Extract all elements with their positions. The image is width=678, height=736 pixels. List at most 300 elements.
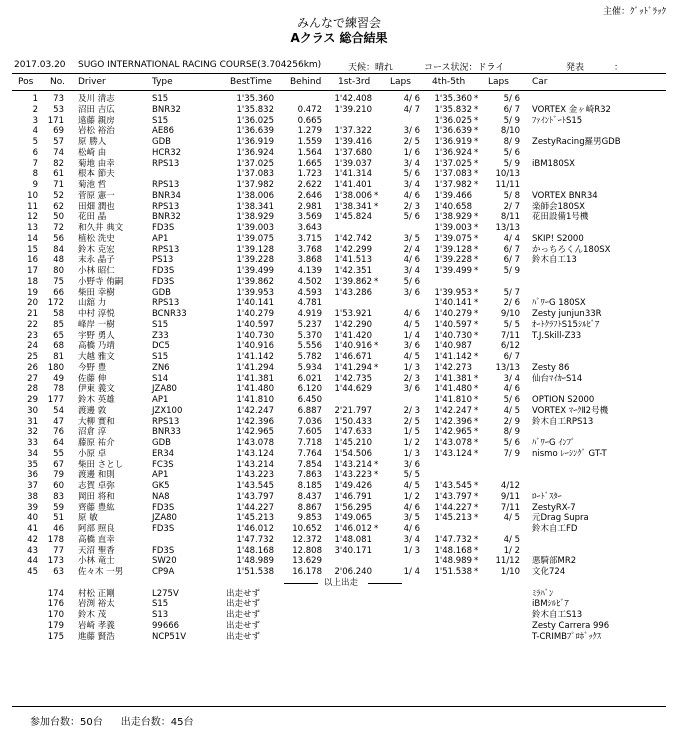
table-row (12, 341, 666, 352)
type-cell: BNR32 (152, 104, 181, 115)
best-time-cell: 1'36.919 (236, 137, 274, 147)
no-cell: 62 (53, 201, 64, 212)
best-time-cell: 1'41.810 (236, 395, 274, 405)
best-time-cell: 1'46.012 (236, 524, 274, 534)
best-time-cell: 1'41.480 (236, 384, 274, 395)
laps2-cell: 5/ 6 (503, 438, 520, 448)
car-cell: SKIP! S2000 (532, 233, 584, 244)
car-cell: VORTEX BNR34 (532, 190, 598, 201)
laps2-cell: 4/ 6 (503, 384, 520, 395)
laps2-cell: 7/11 (500, 502, 520, 513)
no-cell: 52 (53, 190, 64, 201)
dns-row (12, 621, 666, 632)
dns-row (12, 599, 666, 610)
driver-cell: 菅原 憲一 (78, 190, 115, 201)
fourth-fifth-cell: 1'39.499 (434, 266, 472, 276)
laps1-cell: 1/ 4 (403, 330, 420, 341)
car-cell: OPTION S2000 (532, 395, 595, 405)
no-cell: 73 (53, 94, 64, 104)
finishers-separator (12, 578, 666, 589)
pos-cell: 7 (32, 158, 38, 169)
driver-cell: 花田 晶 (78, 212, 107, 223)
no-cell: 76 (53, 427, 64, 438)
no-cell: 49 (53, 373, 64, 384)
fourth-fifth-best-mark: * (474, 158, 479, 169)
no-cell: 60 (53, 481, 64, 491)
laps1-cell: 4/ 6 (403, 502, 420, 513)
first-third-cell: 1'41.420 (334, 330, 372, 341)
fourth-fifth-cell: 1'40.141 (434, 298, 472, 309)
entries-count: 参加台数：50台 (30, 717, 103, 728)
pos-cell: 43 (27, 545, 38, 556)
behind-cell: 8.867 (297, 502, 322, 513)
header-top-rule (12, 73, 666, 74)
fourth-fifth-best-mark: * (474, 147, 479, 158)
laps2-cell: 11/12 (495, 556, 520, 567)
type-cell: GDB (152, 438, 171, 448)
car-cell: 文化724 (532, 567, 566, 577)
laps2-cell: 6/ 7 (503, 255, 520, 266)
laps1-cell: 4/ 6 (403, 524, 420, 534)
fourth-fifth-cell: 1'39.953 (434, 287, 472, 298)
first-third-cell: 1'56.295 (334, 502, 372, 513)
results-title: Aクラス 総合結果 (290, 31, 388, 45)
laps1-cell: 2/ 5 (403, 416, 420, 427)
first-third-cell: 1'41.513 (334, 255, 372, 266)
first-third-cell: 2'06.240 (334, 567, 372, 577)
footer-summary (30, 713, 193, 728)
laps2-cell: 5/ 6 (503, 94, 520, 104)
car-cell: iBM180SX (532, 158, 575, 169)
type-cell: S15 (152, 94, 169, 104)
behind-cell: 1.723 (297, 169, 322, 180)
type-cell: FD3S (152, 223, 175, 233)
laps1-cell: 3/ 5 (403, 233, 420, 244)
pos-cell: 27 (27, 373, 38, 384)
driver-cell: 渡邊 敦 (78, 405, 107, 416)
best-time-cell: 1'41.142 (236, 352, 274, 362)
behind-cell: 2.981 (297, 201, 322, 212)
type-cell: BCNR33 (152, 309, 187, 319)
fourth-fifth-cell: 1'44.227 (434, 502, 472, 513)
best-time-cell: 1'42.965 (236, 427, 274, 438)
laps1-cell: 1/ 3 (403, 545, 420, 556)
pos-cell: 36 (27, 470, 38, 481)
behind-cell: 12.808 (292, 545, 322, 556)
table-row (12, 288, 666, 299)
behind-cell: 1.279 (297, 126, 322, 137)
behind-cell: 10.652 (292, 524, 322, 534)
status-cell: 出走せず (226, 599, 261, 610)
fourth-fifth-cell: 1'42.247 (434, 405, 472, 416)
first-third-cell: 1'38.006 (334, 190, 372, 201)
no-cell: 46 (53, 524, 64, 534)
best-time-cell: 1'41.294 (236, 362, 274, 373)
fourth-fifth-best-mark: * (474, 126, 479, 137)
first-third-cell: 1'42.408 (334, 94, 372, 104)
type-cell: RPS13 (152, 180, 180, 190)
behind-cell: 12.372 (292, 534, 322, 545)
type-cell: BNR32 (152, 212, 181, 223)
type-cell: JZA80 (152, 384, 177, 395)
first-third-cell: 1'39.210 (334, 104, 372, 115)
type-cell: S15 (152, 115, 169, 126)
pos-cell: 45 (27, 567, 38, 577)
best-time-cell: 1'45.213 (236, 513, 274, 524)
behind-cell: 3.715 (297, 233, 322, 244)
driver-cell: 小原 卓 (78, 448, 107, 459)
pos-cell: 2 (32, 104, 38, 115)
behind-cell: 4.502 (297, 276, 322, 287)
fourth-fifth-best-mark: * (474, 502, 479, 513)
table-row (12, 524, 666, 535)
info-line (14, 60, 664, 72)
driver-cell: 志賀 卓弥 (78, 481, 115, 491)
pos-cell: 12 (27, 212, 38, 223)
driver-cell: 原 敏 (78, 513, 98, 524)
car-cell: Zesty 86 (532, 362, 570, 373)
car-cell: VORTEX ﾏｰｸⅡ2号機 (532, 405, 609, 416)
header-bottom-rule (12, 90, 666, 91)
laps1-cell: 5/ 5 (403, 470, 420, 481)
first-third-cell: 1'39.037 (334, 158, 372, 169)
best-time-cell: 1'37.083 (236, 169, 274, 180)
no-cell: 79 (53, 470, 64, 481)
fourth-fifth-cell: 1'48.168 (434, 545, 472, 556)
table-row (12, 470, 666, 481)
laps2-cell: 5/ 5 (503, 319, 520, 330)
behind-cell: 9.853 (297, 513, 322, 524)
pos-cell: 42 (27, 534, 38, 545)
fourth-fifth-cell: 1'38.929 (434, 212, 472, 223)
laps1-cell: 4/ 5 (403, 352, 420, 362)
laps1-cell: 3/ 6 (403, 384, 420, 395)
no-cell: 65 (53, 330, 64, 341)
fourth-fifth-best-mark: * (474, 266, 479, 276)
best-time-cell: 1'43.223 (236, 470, 274, 481)
table-row (12, 363, 666, 374)
car-cell: Zesty junjun33R (532, 309, 602, 319)
table-row (12, 212, 666, 223)
laps2-cell: 2/ 9 (503, 416, 520, 427)
no-cell: 59 (53, 502, 64, 513)
type-cell: NA8 (152, 491, 170, 502)
type-cell: FD3S (152, 545, 175, 556)
table-row (12, 352, 666, 363)
type-cell: AP1 (152, 233, 169, 244)
table-row (12, 503, 666, 514)
best-time-cell: 1'47.732 (236, 534, 274, 545)
table-row (12, 492, 666, 503)
fourth-fifth-cell: 1'39.003 (434, 223, 472, 233)
fourth-fifth-cell: 1'47.732 (434, 534, 472, 545)
pos-cell: 30 (27, 405, 38, 416)
type-cell: L275V (152, 588, 179, 599)
no-cell: 61 (53, 169, 64, 180)
driver-cell: 小林 竜士 (78, 556, 115, 567)
fourth-fifth-cell: 1'40.658 (434, 201, 472, 212)
first-third-cell: 3'40.171 (334, 545, 372, 556)
laps2-cell: 8/ 9 (503, 137, 520, 147)
behind-cell: 2.622 (297, 180, 322, 190)
pos-cell: 25 (27, 352, 38, 362)
driver-cell: 岩崎 孝義 (78, 620, 115, 631)
best-time-cell: 1'43.124 (236, 448, 274, 459)
behind-cell: 5.237 (297, 319, 322, 330)
driver-cell: 佐々木 一男 (78, 567, 124, 577)
pos-cell: 15 (27, 244, 38, 255)
laps1-cell: 2/ 3 (403, 201, 420, 212)
best-time-cell: 1'48.168 (236, 545, 274, 556)
weather-label: 天候：晴れ (348, 63, 394, 73)
type-cell: DC5 (152, 341, 170, 352)
fourth-fifth-cell: 1'39.128 (434, 244, 472, 255)
behind-cell: 1.564 (297, 147, 322, 158)
best-time-cell: 1'44.227 (236, 502, 274, 513)
car-cell: iBMｼﾙﾋﾞｱ (532, 599, 569, 610)
type-cell: BNR34 (152, 190, 181, 201)
fourth-fifth-best-mark: * (474, 94, 479, 104)
pos-cell: 5 (32, 137, 38, 147)
laps1-cell: 4/ 5 (403, 481, 420, 491)
fourth-fifth-cell: 1'37.083 (434, 169, 472, 180)
fourth-fifth-cell: 1'51.538 (434, 567, 472, 577)
car-cell: ﾐﾗﾊﾞﾝ (532, 588, 554, 599)
car-cell: ﾊﾞﾜｰG ｲﾝﾌﾟ (532, 438, 576, 448)
best-time-cell: 1'38.341 (236, 201, 274, 212)
no-cell: 63 (53, 567, 64, 577)
first-third-cell: 1'46.791 (334, 491, 372, 502)
fourth-fifth-best-mark: * (474, 352, 479, 362)
pos-cell: 28 (27, 384, 38, 395)
laps1-cell: 3/ 4 (403, 266, 420, 276)
laps2-cell: 1/ 2 (503, 545, 520, 556)
no-cell: 84 (53, 244, 64, 255)
no-cell: 68 (53, 341, 64, 352)
best-time-cell: 1'35.832 (236, 104, 274, 115)
laps1-cell: 3/ 4 (403, 158, 420, 169)
fourth-fifth-cell: 1'40.730 (434, 330, 472, 341)
no-cell: 82 (53, 158, 64, 169)
behind-cell: 7.036 (297, 416, 322, 427)
laps1-cell: 3/ 6 (403, 459, 420, 470)
pos-cell: 10 (27, 190, 38, 201)
laps2-cell: 9/10 (500, 309, 520, 319)
no-cell: 75 (53, 276, 64, 287)
fourth-fifth-cell: 1'36.924 (434, 147, 472, 158)
col-behind: Behind (290, 77, 322, 87)
best-time-cell: 1'35.360 (236, 94, 274, 104)
pos-cell: 34 (27, 448, 38, 459)
col-laps1: Laps (390, 77, 411, 87)
pos-cell: 24 (27, 341, 38, 352)
driver-cell: 齊藤 豊紘 (78, 502, 115, 513)
fourth-fifth-best-mark: * (474, 180, 479, 190)
car-cell: かっちろくん180SX (532, 244, 611, 255)
fourth-fifth-best-mark: * (474, 438, 479, 448)
driver-cell: 植松 洗史 (78, 233, 115, 244)
best-time-cell: 1'43.797 (236, 491, 274, 502)
fourth-fifth-best-mark: * (474, 309, 479, 319)
type-cell: PS13 (152, 255, 174, 266)
fourth-fifth-best-mark: * (474, 416, 479, 427)
no-cell: 171 (47, 115, 64, 126)
laps2-cell: 5/ 6 (503, 395, 520, 405)
table-row (12, 298, 666, 309)
table-row (12, 223, 666, 234)
behind-cell: 0.472 (297, 104, 322, 115)
fourth-fifth-cell: 1'40.279 (434, 309, 472, 319)
pos-cell: 6 (32, 147, 38, 158)
type-cell: ER34 (152, 448, 175, 459)
pos-cell: 33 (27, 438, 38, 448)
best-time-cell: 1'36.924 (236, 147, 274, 158)
type-cell: RPS13 (152, 244, 180, 255)
car-cell: nismo ﾚｰｼﾝｸﾞ GT-T (532, 448, 607, 459)
laps2-cell: 10/13 (495, 169, 520, 180)
type-cell: ZN6 (152, 362, 170, 373)
behind-cell: 3.569 (297, 212, 322, 223)
first-third-cell: 1'43.223 (334, 470, 372, 481)
no-cell: 77 (53, 545, 64, 556)
first-third-best-mark: * (374, 459, 379, 470)
separator-rule-right (368, 583, 402, 584)
first-third-cell: 1'53.921 (334, 309, 372, 319)
pos-cell: 35 (27, 459, 38, 470)
table-row (12, 417, 666, 428)
col-type: Type (152, 77, 173, 87)
pos-cell: 20 (27, 298, 38, 309)
table-row (12, 277, 666, 288)
first-third-cell: 1'48.081 (334, 534, 372, 545)
fourth-fifth-best-mark: * (474, 556, 479, 567)
fourth-fifth-best-mark: * (474, 255, 479, 266)
type-cell: NCP51V (152, 631, 187, 642)
fourth-fifth-best-mark: * (474, 481, 479, 491)
first-third-cell: 1'41.401 (334, 180, 372, 190)
table-row (12, 126, 666, 137)
no-cell: 48 (53, 255, 64, 266)
fourth-fifth-best-mark: * (474, 513, 479, 524)
laps2-cell: 7/11 (500, 330, 520, 341)
no-cell: 72 (53, 223, 64, 233)
type-cell: FC3S (152, 459, 174, 470)
fourth-fifth-best-mark: * (474, 212, 479, 223)
laps1-cell: 3/ 6 (403, 341, 420, 352)
laps1-cell: 1/ 5 (403, 427, 420, 438)
table-row (12, 169, 666, 180)
table-row (12, 202, 666, 213)
driver-cell: 宇野 勇人 (78, 330, 115, 341)
driver-cell: 菊地 由幸 (78, 158, 115, 169)
table-row (12, 546, 666, 557)
type-cell: FD3S (152, 266, 175, 276)
type-cell: S15 (152, 599, 169, 610)
pos-cell: 19 (27, 287, 38, 298)
driver-cell: 阿部 照良 (78, 524, 115, 534)
laps2-cell: 6/ 7 (503, 244, 520, 255)
no-cell: 66 (53, 287, 64, 298)
no-cell: 172 (47, 298, 64, 309)
best-time-cell: 1'40.141 (236, 298, 274, 309)
first-third-best-mark: * (374, 276, 379, 287)
course-label: SUGO INTERNATIONAL RACING COURSE(3.704256km) (78, 60, 322, 70)
behind-cell: 6.887 (297, 405, 322, 416)
table-row (12, 148, 666, 159)
laps1-cell: 1/ 4 (403, 567, 420, 577)
type-cell: FD3S (152, 502, 175, 513)
laps2-cell: 13/13 (495, 223, 520, 233)
laps1-cell: 2/ 3 (403, 373, 420, 384)
best-time-cell: 1'48.989 (236, 556, 274, 567)
fourth-fifth-cell: 1'41.810 (434, 395, 472, 405)
pos-cell: 3 (32, 115, 38, 126)
no-cell: 83 (53, 491, 64, 502)
driver-cell: 大越 雅文 (78, 352, 115, 362)
fourth-fifth-cell: 1'39.466 (434, 190, 472, 201)
best-time-cell: 1'39.003 (236, 223, 274, 233)
fourth-fifth-cell: 1'41.480 (434, 384, 472, 395)
pos-cell: 26 (27, 362, 38, 373)
driver-cell: 峰岸 一樹 (78, 319, 115, 330)
car-cell: ZestyRX-7 (532, 502, 576, 513)
pos-cell: 29 (27, 395, 38, 405)
fourth-fifth-cell: 1'35.360 (434, 94, 472, 104)
laps1-cell: 4/ 6 (403, 255, 420, 266)
first-third-cell: 1'39.862 (334, 276, 372, 287)
table-row (12, 535, 666, 546)
fourth-fifth-cell: 1'42.273 (434, 362, 472, 373)
laps2-cell: 5/ 9 (503, 115, 520, 126)
laps2-cell: 5/ 8 (503, 190, 520, 201)
fourth-fifth-best-mark: * (474, 233, 479, 244)
laps2-cell: 2/ 7 (503, 201, 520, 212)
behind-cell: 5.370 (297, 330, 322, 341)
driver-cell: 小野寺 侑嗣 (78, 276, 124, 287)
pos-cell: 14 (27, 233, 38, 244)
no-cell: 56 (53, 233, 64, 244)
no-cell: 64 (53, 438, 64, 448)
pos-cell: 18 (27, 276, 38, 287)
driver-cell: 進藤 賢浩 (78, 631, 115, 642)
laps2-cell: 11/11 (495, 180, 520, 190)
type-cell: JZX100 (152, 405, 183, 416)
first-third-cell: 1'43.286 (334, 287, 372, 298)
laps1-cell: 5/ 6 (403, 212, 420, 223)
col-driver: Driver (78, 77, 106, 87)
driver-cell: 小林 昭仁 (78, 266, 115, 276)
driver-cell: 村松 正剛 (78, 588, 115, 599)
fourth-fifth-best-mark: * (474, 384, 479, 395)
no-cell: 178 (47, 534, 64, 545)
best-time-cell: 1'42.247 (236, 405, 274, 416)
fourth-fifth-cell: 1'43.124 (434, 448, 472, 459)
no-cell: 81 (53, 352, 64, 362)
announced-colon: ： (614, 63, 624, 73)
fourth-fifth-cell: 1'40.987 (434, 341, 472, 352)
fourth-fifth-cell: 1'43.545 (434, 481, 472, 491)
fourth-fifth-best-mark: * (474, 244, 479, 255)
best-time-cell: 1'43.545 (236, 481, 274, 491)
no-cell: 177 (47, 395, 64, 405)
laps2-cell: 8/ 9 (503, 427, 520, 438)
best-time-cell: 1'42.396 (236, 416, 274, 427)
no-cell: 47 (53, 416, 64, 427)
laps1-cell: 3/ 6 (403, 126, 420, 137)
laps2-cell: 3/ 4 (503, 373, 520, 384)
first-third-cell: 1'42.299 (334, 244, 372, 255)
fourth-fifth-best-mark: * (474, 448, 479, 459)
